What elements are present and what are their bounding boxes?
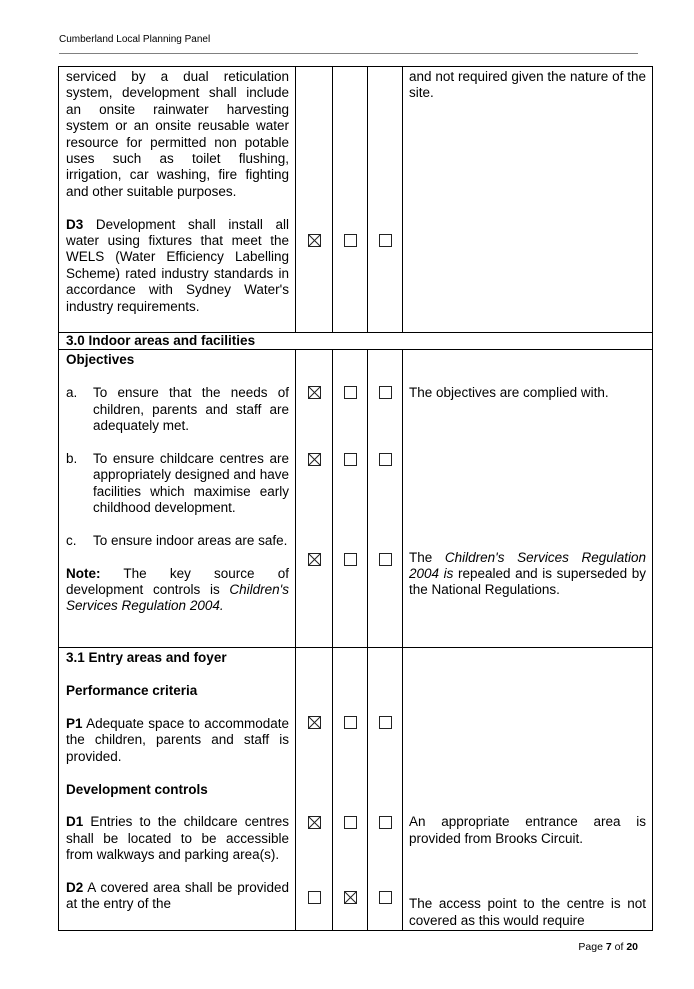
checkbox[interactable] xyxy=(308,816,321,829)
check-mark-icon xyxy=(309,387,320,398)
check-cell-yes xyxy=(296,350,333,648)
checkbox[interactable] xyxy=(308,234,321,247)
comment-text: The Children's Services Regulation 2004 is repealed and is superseded by the National Regulations. xyxy=(409,549,647,598)
control-cell: 3.1 Entry areas and foyer Performance criteria P1 Adequate space to accommodate the children, parents and staff is provided. Development controls D1 Entries to the childcare centres shall be located to be accessible from walkways and parking area(s). D2 A covered area shall be provided at the entry of the xyxy=(59,648,296,931)
check-cell-na xyxy=(368,648,403,931)
table-row xyxy=(59,648,653,931)
checkbox[interactable] xyxy=(344,716,357,729)
page-header-title: Cumberland Local Planning Panel xyxy=(59,34,211,45)
comment-text: An appropriate entrance area is provided from Brooks Circuit. xyxy=(409,814,646,846)
check-cell-na xyxy=(368,350,403,648)
checkbox[interactable] xyxy=(344,816,357,829)
section-row xyxy=(59,333,653,350)
checkbox[interactable] xyxy=(379,453,392,466)
control-text: A covered area shall be provided at the entry of the xyxy=(66,880,289,912)
comment-cell xyxy=(403,67,653,333)
check-cell-no xyxy=(333,350,368,648)
check-cell-yes xyxy=(296,67,333,333)
page-number: 7 xyxy=(605,941,612,953)
list-item: a. To ensure that the needs of children, parents and staff are adequately met. xyxy=(66,385,289,434)
comment-text: The access point to the centre is not covered as this would require xyxy=(409,896,646,928)
table-row xyxy=(59,67,653,333)
control-text: serviced by a dual reticulation system, development shall include an onsite rainwater harvesting system or an onsite reusable water resource for permitted non potable uses such as toilet flushing, irrigation, car washing, fire fighting and other suitable purposes. xyxy=(66,69,289,199)
check-cell-no xyxy=(333,648,368,931)
compliance-table xyxy=(58,66,653,931)
development-heading: Development controls xyxy=(66,781,208,797)
page-total: 20 xyxy=(626,941,638,953)
checkbox[interactable] xyxy=(308,716,321,729)
list-item: c. To ensure indoor areas are safe. xyxy=(66,532,288,548)
comment-text: and not required given the nature of the site. xyxy=(409,69,646,101)
objectives-heading: Objectives xyxy=(66,352,135,368)
control-cell xyxy=(59,67,296,333)
page-footer: Page 7 of 20 xyxy=(578,941,638,953)
list-item: b. To ensure childcare centres are appropriately designed and have facilities which maximise early childhood development. xyxy=(66,450,289,516)
check-mark-icon xyxy=(345,892,356,903)
checkbox[interactable] xyxy=(379,234,392,247)
check-mark-icon xyxy=(309,454,320,465)
note: Note: The key source of development controls is Children's Services Regulation 2004. xyxy=(66,565,289,614)
checkbox[interactable] xyxy=(344,234,357,247)
checkbox[interactable] xyxy=(344,453,357,466)
checkbox[interactable] xyxy=(344,891,357,904)
checkbox[interactable] xyxy=(379,716,392,729)
checkbox[interactable] xyxy=(308,453,321,466)
check-mark-icon xyxy=(309,235,320,246)
comment-cell xyxy=(403,350,653,648)
checkbox[interactable] xyxy=(379,891,392,904)
performance-heading: Performance criteria xyxy=(66,683,198,699)
control-text: Entries to the childcare centres shall be located to be accessible from walkways and parking area(s). xyxy=(66,814,289,863)
section-heading-cell xyxy=(59,333,653,350)
checkbox[interactable] xyxy=(379,386,392,399)
checkbox[interactable] xyxy=(344,386,357,399)
control-cell xyxy=(59,350,296,648)
checkbox[interactable] xyxy=(344,553,357,566)
control-text: Adequate space to accommodate the children, parents and staff is provided. xyxy=(66,716,289,764)
check-cell-yes xyxy=(296,648,333,931)
table-row xyxy=(59,350,653,648)
control-label: D3 xyxy=(66,216,84,232)
check-mark-icon xyxy=(309,717,320,728)
check-cell-na xyxy=(368,67,403,333)
control-text: Development shall install all water using fixtures that meet the WELS (Water Efficiency Labelling Scheme) rated industry standards in accordance with Sydney Water's industry requirements. xyxy=(66,216,289,314)
checkbox[interactable] xyxy=(308,553,321,566)
check-cell-no xyxy=(333,67,368,333)
checkbox[interactable] xyxy=(379,816,392,829)
checkbox[interactable] xyxy=(308,386,321,399)
comment-text: The objectives are complied with. xyxy=(409,385,609,401)
subsection-heading: 3.1 Entry areas and foyer xyxy=(66,650,227,666)
header-rule xyxy=(59,53,638,54)
comment-cell xyxy=(403,648,653,931)
checkbox[interactable] xyxy=(379,553,392,566)
checkbox[interactable] xyxy=(308,891,321,904)
section-heading: 3.0 Indoor areas and facilities xyxy=(66,333,256,348)
check-mark-icon xyxy=(309,554,320,565)
check-mark-icon xyxy=(309,817,320,828)
